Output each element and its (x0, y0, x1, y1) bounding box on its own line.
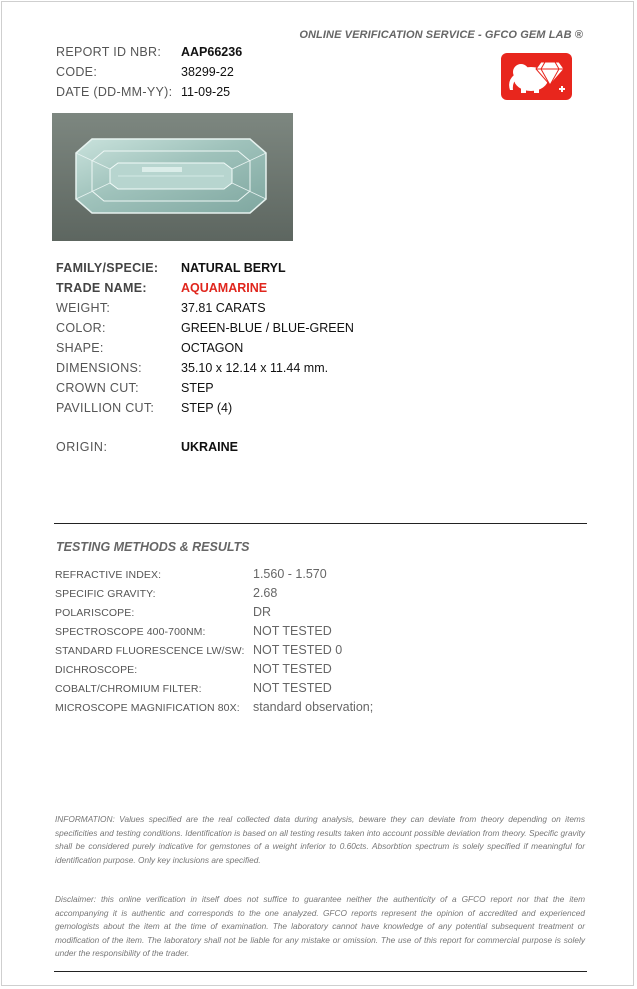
test-row (55, 681, 373, 700)
shape-value: OCTAGON (181, 341, 244, 355)
report-page (1, 1, 634, 986)
test-value: 1.560 - 1.570 (253, 567, 327, 581)
test-value: NOT TESTED (253, 662, 332, 676)
test-label: REFRACTIVE INDEX: (55, 569, 162, 581)
weight-value: 37.81 CARATS (181, 301, 266, 315)
test-row (55, 643, 373, 662)
test-value: 2.68 (253, 586, 278, 600)
trade-name-value: AQUAMARINE (181, 281, 268, 295)
trade-name-label: TRADE NAME: (56, 281, 147, 295)
test-label: STANDARD FLUORESCENCE LW/SW: (55, 645, 245, 657)
test-value: DR (253, 605, 272, 619)
family-label: FAMILY/SPECIE: (56, 261, 159, 275)
test-label: SPECIFIC GRAVITY: (55, 588, 156, 600)
crown-cut-label: CROWN CUT: (56, 381, 139, 395)
dimensions-label: DIMENSIONS: (56, 361, 142, 375)
dimensions-value: 35.10 x 12.14 x 11.44 mm. (181, 361, 329, 375)
divider (54, 523, 587, 524)
date-label: DATE (DD-MM-YY): (56, 85, 173, 99)
color-value: GREEN-BLUE / BLUE-GREEN (181, 321, 354, 335)
code-label: CODE: (56, 65, 98, 79)
crown-cut-value: STEP (181, 381, 214, 395)
pavillion-cut-value: STEP (4) (181, 401, 233, 415)
gemstone-photo (52, 113, 293, 241)
test-label: MICROSCOPE MAGNIFICATION 80X: (55, 702, 240, 714)
report-meta (56, 45, 242, 105)
test-label: DICHROSCOPE: (55, 664, 138, 676)
origin-row (56, 440, 238, 454)
information-note: INFORMATION: Values specified are the real collected data during analysis, beware they can deviate from theory depending on items specificities and testing conditions. Identification is based on all testing results taken into account possible deviation from theory. Specific gravity shall be considered purely indicative for gemstones of a weight inferior to 0.60cts. Absorbtion spectrum is solely specified if meaningful for identification purpose. Only key inclusions are specified. (55, 814, 585, 865)
service-title: ONLINE VERIFICATION SERVICE - GFCO GEM LAB ® (299, 29, 583, 41)
test-row (55, 700, 373, 719)
test-row (55, 662, 373, 681)
test-row (55, 586, 373, 605)
test-label: POLARISCOPE: (55, 607, 135, 619)
origin-value: UKRAINE (181, 440, 238, 454)
test-row (55, 624, 373, 643)
test-results (55, 567, 373, 719)
gfco-elephant-logo-icon (501, 53, 572, 100)
disclaimer-note: Disclaimer: this online verification in itself does not suffice to guarantee neither the authenticity of a GFCO report nor that the item accompanying it is authentic and corresponds to the one analyzed. GFCO reports represent the opinion of accredited and experienced gemologists about the item at the time of examination. The laboratory cannot have knowledge of any potential subsequent treatment or modification of the item. The laboratory shall not be liable for any mistake or omission. The use of this report for commercial purpose is solely under the responsibility of the trader. (55, 894, 585, 959)
report-id-value: AAP66236 (181, 45, 243, 59)
color-label: COLOR: (56, 321, 106, 335)
test-value: standard observation; (253, 700, 374, 714)
test-value: NOT TESTED (253, 624, 332, 638)
test-value: NOT TESTED 0 (253, 643, 343, 657)
test-row (55, 605, 373, 624)
testing-section-title: TESTING METHODS & RESULTS (56, 540, 250, 554)
report-id-label: REPORT ID NBR: (56, 45, 162, 59)
family-value: NATURAL BERYL (181, 261, 286, 275)
weight-label: WEIGHT: (56, 301, 111, 315)
gem-specs (56, 261, 354, 421)
origin-label: ORIGIN: (56, 440, 108, 454)
shape-label: SHAPE: (56, 341, 104, 355)
pavillion-cut-label: PAVILLION CUT: (56, 401, 155, 415)
code-value: 38299-22 (181, 65, 234, 79)
test-label: SPECTROSCOPE 400-700NM: (55, 626, 206, 638)
date-value: 11-09-25 (181, 85, 231, 99)
test-row (55, 567, 373, 586)
test-value: NOT TESTED (253, 681, 332, 695)
test-label: COBALT/CHROMIUM FILTER: (55, 683, 202, 695)
bottom-divider (54, 971, 587, 972)
